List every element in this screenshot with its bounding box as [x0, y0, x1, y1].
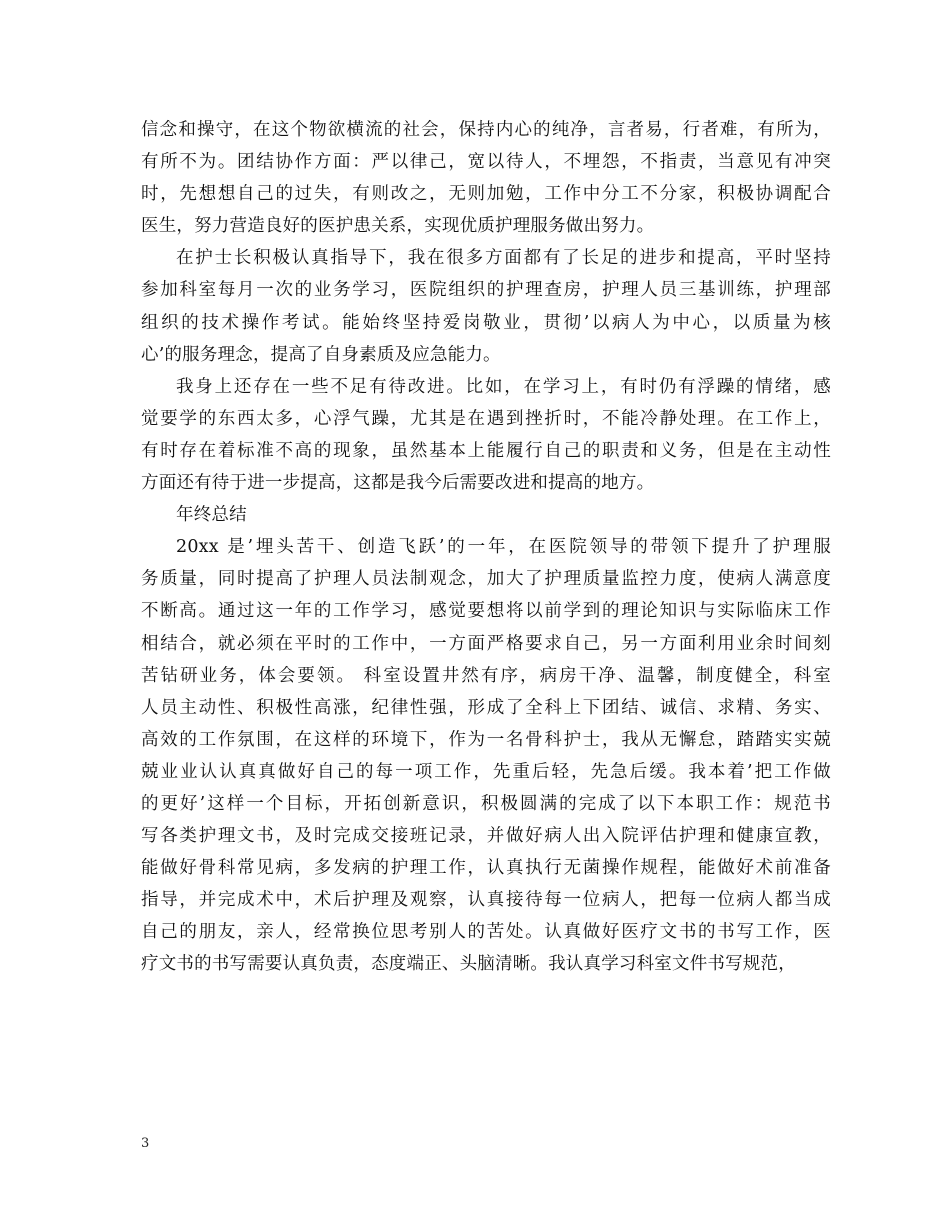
- text-line: 疗文书的书写需要认真负责，态度端正、头脑清晰。我认真学习科室文件书写规范，: [141, 954, 796, 975]
- paragraph: [141, 499, 831, 531]
- text-line: 时，先想想自己的过失，有则改之，无则加勉，工作中分工不分家，积极协调配合: [141, 184, 831, 205]
- text-line: 指导，并完成术中，术后护理及观察，认真接待每一位病人，把每一位病人都当成: [141, 890, 831, 911]
- text-line: 相结合，就必须在平时的工作中，一方面严格要求自己，另一方面利用业余时间刻: [141, 633, 831, 654]
- text-line: 组织的技术操作考试。能始终坚持爱岗敬业，贯彻’以病人为中心，以质量为核: [141, 312, 831, 333]
- text-line: 觉要学的东西太多，心浮气躁，尤其是在遇到挫折时，不能冷静处理。在工作上，: [141, 408, 831, 429]
- page-number: 3: [141, 1136, 150, 1151]
- text-line: 有时存在着标准不高的现象，虽然基本上能履行自己的职责和义务，但是在主动性: [141, 440, 831, 461]
- paragraph: [141, 114, 831, 242]
- text-line: 年终总结: [176, 505, 247, 526]
- document-body: [141, 114, 831, 981]
- text-line: 方面还有待于进一步提高，这都是我今后需要改进和提高的地方。: [141, 473, 655, 494]
- text-line: 医生，努力营造良好的医护患关系，实现优质护理服务做出努力。: [141, 216, 655, 237]
- text-line: 我身上还存在一些不足有待改进。比如，在学习上，有时仍有浮躁的情绪，感: [176, 376, 831, 397]
- text-line: 兢业业认认真真做好自己的每一项工作，先重后轻，先急后缓。我本着’把工作做: [141, 761, 831, 782]
- text-line: 心’的服务理念，提高了自身素质及应急能力。: [141, 344, 501, 365]
- text-line: 务质量，同时提高了护理人员法制观念，加大了护理质量监控力度，使病人满意度: [141, 569, 831, 590]
- text-line: 20xx 是’埋头苦干、创造飞跃’的一年，在医院领导的带领下提升了护理服: [176, 537, 831, 558]
- text-line: 苦钻研业务，体会要领。 科室设置井然有序，病房干净、温馨，制度健全，科室: [141, 665, 831, 686]
- text-line: 人员主动性、积极性高涨，纪律性强，形成了全科上下团结、诚信、求精、务实、: [141, 697, 831, 718]
- text-line: 有所不为。团结协作方面：严以律己，宽以待人，不埋怨，不指责，当意见有冲突: [141, 152, 831, 173]
- text-line: 写各类护理文书，及时完成交接班记录，并做好病人出入院评估护理和健康宣教，: [141, 826, 831, 847]
- text-line: 自己的朋友，亲人，经常换位思考别人的苦处。认真做好医疗文书的书写工作，医: [141, 922, 831, 943]
- paragraph: [141, 531, 831, 980]
- text-line: 在护士长积极认真指导下，我在很多方面都有了长足的进步和提高，平时坚持: [176, 248, 831, 269]
- text-line: 参加科室每月一次的业务学习，医院组织的护理查房，护理人员三基训练，护理部: [141, 280, 831, 301]
- text-line: 不断高。通过这一年的工作学习，感觉要想将以前学到的理论知识与实际临床工作: [141, 601, 831, 622]
- text-line: 能做好骨科常见病，多发病的护理工作，认真执行无菌操作规程，能做好术前准备: [141, 858, 831, 879]
- paragraph: [141, 242, 831, 370]
- paragraph: [141, 371, 831, 499]
- text-line: 高效的工作氛围，在这样的环境下，作为一名骨科护士，我从无懈怠，踏踏实实兢: [141, 729, 831, 750]
- text-line: 的更好’这样一个目标，开拓创新意识，积极圆满的完成了以下本职工作：规范书: [141, 793, 831, 814]
- text-line: 信念和操守，在这个物欲横流的社会，保持内心的纯净，言者易，行者难，有所为，: [141, 120, 831, 140]
